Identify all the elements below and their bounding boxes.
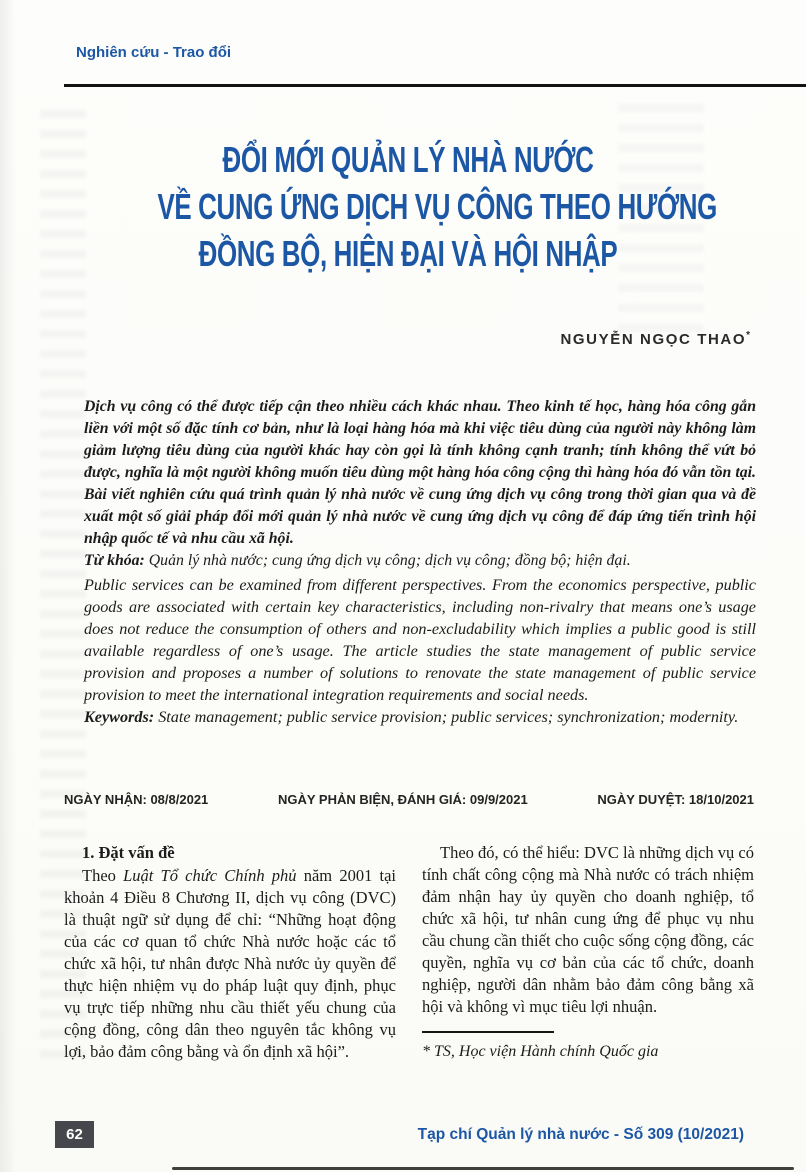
date-approved: [597, 792, 754, 807]
right-paragraph: Theo đó, có thể hiểu: DVC là những dịch vụ có tính chất công cộng mà Nhà nước có trách nhiệm đảm nhận hay ủy quyền cho doanh nghiệp, tổ chức xã hội, tư nhân cung ứng để phục vụ nhu cầu chung cần thiết cho cuộc sống cộng đồng, các quyền, nghĩa vụ cơ bản của các tổ chức, doanh nghiệp, người dân nhằm bảo đảm công bằng xã hội và không vì mục tiêu lợi nhuận.: [422, 843, 754, 1016]
author-footnote-mark: *: [746, 330, 750, 341]
left-column: [64, 842, 396, 1063]
author-footnote: * TS, Học viện Hành chính Quốc gia: [422, 1043, 659, 1060]
left-paragraph: [64, 865, 396, 1063]
scan-edge-line: [172, 1167, 794, 1170]
left-paragraph-rest: năm 2001 tại khoản 4 Điều 8 Chương II, dịch vụ công (DVC) là thuật ngữ sử dụng để chỉ: “Những hoạt động của các cơ quan tổ chức Nhà nước hoặc các tổ chức xã hội, tư nhân được Nhà nước ủy quyền để thực hiện nhiệm vụ do pháp luật quy định, phục vụ trực tiếp những nhu cầu thiết yếu chung của cộng đồng, công dân theo nguyên tắc không vụ lợi, bảo đảm công bằng và ổn định xã hội”.: [64, 866, 396, 1061]
title-line-2: VỀ CUNG ỨNG DỊCH VỤ CÔNG THEO HƯỚNG: [157, 186, 717, 227]
title-line-3: ĐỒNG BỘ, HIỆN ĐẠI VÀ HỘI NHẬP: [198, 233, 618, 274]
date-approved-value: 18/10/2021: [685, 792, 754, 807]
keywords-english: [84, 706, 756, 728]
date-received-value: 08/8/2021: [146, 792, 209, 807]
date-approved-label: NGÀY DUYỆT:: [597, 792, 686, 807]
page-number-badge: 62: [55, 1121, 94, 1148]
date-received-label: NGÀY NHẬN:: [64, 792, 147, 807]
right-column: [422, 842, 754, 1063]
keywords-vi-label: Từ khóa:: [84, 552, 145, 569]
title-line-1: ĐỔI MỚI QUẢN LÝ NHÀ NƯỚC: [222, 139, 594, 180]
journal-footer-line: Tạp chí Quản lý nhà nước - Số 309 (10/2021): [417, 1126, 744, 1143]
author-name: NGUYỄN NGỌC THAO: [560, 331, 747, 348]
footnote-rule: [422, 1031, 554, 1033]
author-line: [64, 330, 750, 348]
article-title: [60, 136, 756, 277]
abstract-english: Public services can be examined from different perspectives. From the economics perspective, public goods are associated with certain key characteristics, including non-rivalry that means one’s usage does not reduce the consumption of others and non-excludability which implies a public good is still available regardless of one’s usage. The article studies the state management of public service provision and proposes a number of solutions to renovate the state management of public service provision to meet the international integration requirements and social needs.: [84, 576, 756, 704]
keywords-en-text: State management; public service provision; public services; synchronization; modernity.: [154, 708, 739, 726]
date-reviewed-value: 09/9/2021: [466, 792, 528, 807]
body-columns: [64, 842, 754, 1063]
review-dates-row: [64, 792, 754, 807]
scan-gutter-shade: [0, 0, 16, 1172]
section-label: Nghiên cứu - Trao đổi: [76, 44, 232, 61]
cited-law-title: Luật Tổ chức Chính phủ: [123, 866, 297, 885]
header-rule: [64, 84, 806, 87]
keywords-en-label: Keywords:: [84, 708, 155, 726]
keywords-vi-text: Quản lý nhà nước; cung ứng dịch vụ công; dịch vụ công; đồng bộ; hiện đại.: [144, 552, 631, 569]
date-received: [64, 792, 208, 807]
date-reviewed-label: NGÀY PHẢN BIỆN, ĐÁNH GIÁ:: [277, 792, 467, 807]
date-reviewed: [278, 792, 528, 807]
left-paragraph-start: Theo: [82, 866, 124, 885]
keywords-vietnamese: [84, 550, 756, 572]
abstract-vietnamese: Dịch vụ công có thể được tiếp cận theo nhiều cách khác nhau. Theo kinh tế học, hàng hóa công gắn liền với một số đặc tính cơ bản, như là loại hàng hóa mà khi việc tiêu dùng của người này không làm giảm lượng tiêu dùng của người khác hay còn gọi là tính không cạnh tranh; tính không thể vứt bỏ được, nghĩa là một người không muốn tiêu dùng một hàng hóa công cộng thì hàng hóa đó vẫn tồn tại. Bài viết nghiên cứu quá trình quản lý nhà nước về cung ứng dịch vụ công trong thời gian qua và đề xuất một số giải pháp đổi mới quản lý nhà nước về cung ứng dịch vụ công để đáp ứng tiến trình hội nhập quốc tế và nhu cầu xã hội.: [84, 398, 756, 547]
abstract-section: [84, 396, 756, 728]
section-heading: 1. Đặt vấn đề: [82, 843, 175, 862]
